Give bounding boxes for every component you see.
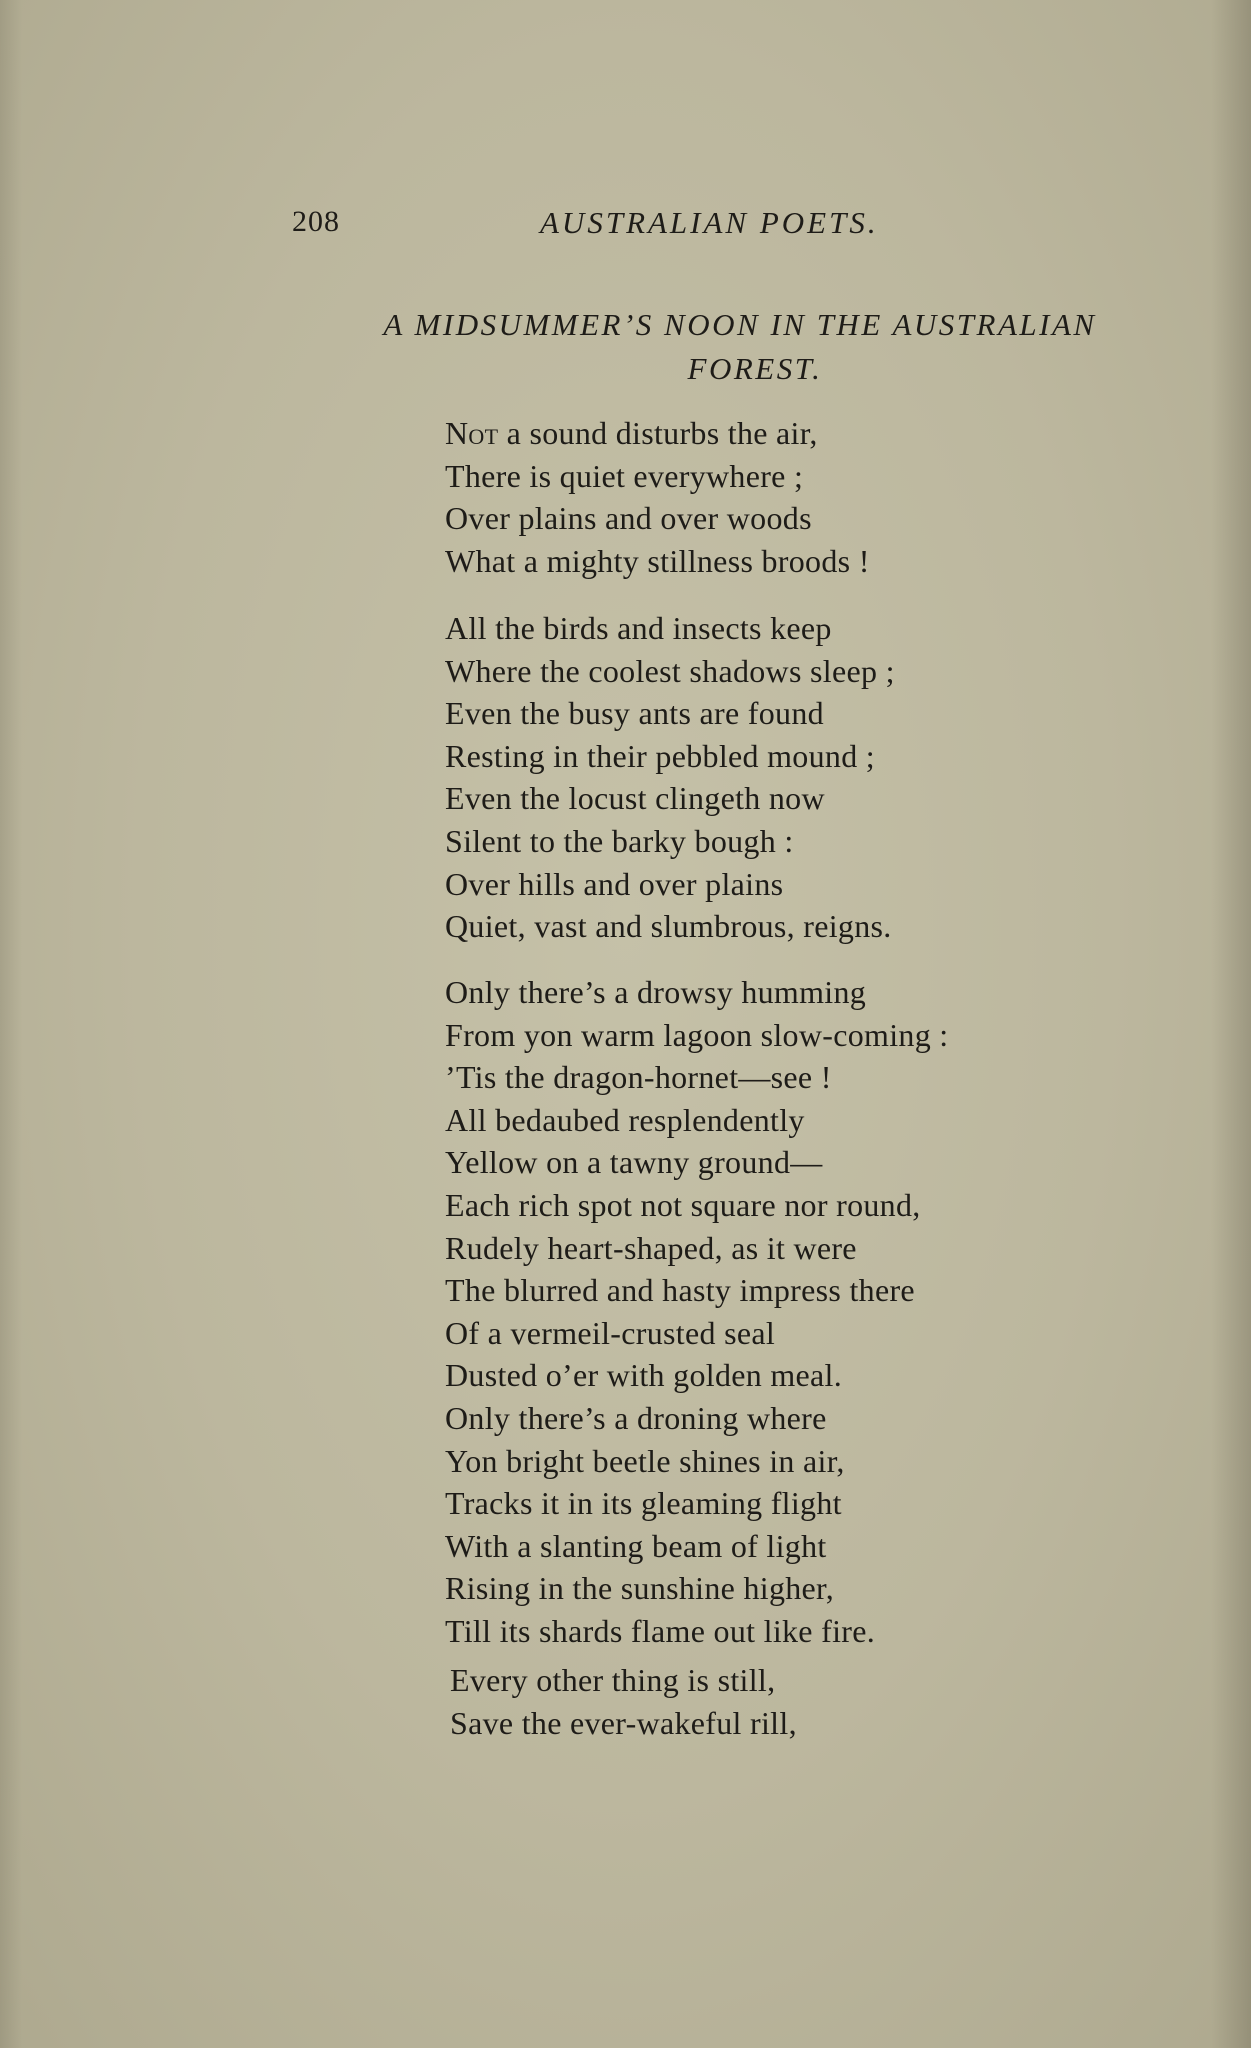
poem-line: The blurred and hasty impress there <box>445 1272 915 1309</box>
poem-title <box>300 303 1180 391</box>
poem-line: Every other thing is still, <box>450 1662 776 1698</box>
poem-line: Yellow on a tawny ground— <box>445 1144 823 1181</box>
running-head <box>0 205 1251 250</box>
drop-initial: N <box>445 415 469 451</box>
stanza-1 <box>445 412 870 582</box>
poem-line: With a slanting beam of light <box>445 1527 827 1564</box>
poem-line: Over hills and over plains <box>445 865 784 902</box>
page-gutter-shadow <box>0 0 22 2048</box>
poem-line: Till its shards flame out like fire. <box>445 1612 876 1649</box>
poem-line: Quiet, vast and slumbrous, reigns. <box>445 908 892 945</box>
poem-line: Only there’s a droning where <box>445 1399 827 1436</box>
poem-line: All bedaubed resplendently <box>445 1101 805 1138</box>
poem-line: Only there’s a drowsy humming <box>445 974 867 1010</box>
poem-line: Of a vermeil-crusted seal <box>445 1314 776 1351</box>
poem-line: Even the busy ants are found <box>445 695 824 732</box>
running-title: AUSTRALIAN POETS. <box>540 205 879 240</box>
stanza-4 <box>450 1659 797 1744</box>
poem-line: Rising in the sunshine higher, <box>445 1570 835 1607</box>
poem-line: ’Tis the dragon-hornet—see ! <box>445 1059 832 1096</box>
poem-line: What a mighty stillness broods ! <box>445 542 870 579</box>
poem-line: Tracks it in its gleaming flight <box>445 1485 842 1522</box>
poem-line: Each rich spot not square nor round, <box>445 1186 921 1223</box>
poem-title-line-1: A MIDSUMMER’S NOON IN THE AUSTRALIAN <box>383 307 1097 342</box>
stanza-2 <box>445 607 895 948</box>
stanza-3 <box>445 971 948 1653</box>
poem-line: Save the ever-wakeful rill, <box>450 1704 797 1741</box>
poem-line: Where the coolest shadows sleep ; <box>445 652 895 689</box>
poem-line: All the birds and insects keep <box>445 610 832 646</box>
poem-line: Dusted o’er with golden meal. <box>445 1357 843 1394</box>
poem-line: Rudely heart-shaped, as it were <box>445 1229 857 1266</box>
page-edge-shadow <box>1211 0 1251 2048</box>
poem-line: Resting in their pebbled mound ; <box>445 737 875 774</box>
poem-line: Yon bright beetle shines in air, <box>445 1442 845 1479</box>
poem-line: Over plains and over woods <box>445 500 812 537</box>
poem-line: From yon warm lagoon slow-coming : <box>445 1016 949 1053</box>
poem-title-line-2: FOREST. <box>687 351 823 386</box>
poem-line: Silent to the barky bough : <box>445 822 794 859</box>
poem-line: There is quiet everywhere ; <box>445 457 804 494</box>
page-number: 208 <box>292 205 340 238</box>
poem-line: Even the locust clingeth now <box>445 780 825 817</box>
poem-line-text: a sound disturbs the air, <box>498 415 818 451</box>
poem-line <box>445 412 870 455</box>
small-caps-word: ot <box>468 415 499 451</box>
